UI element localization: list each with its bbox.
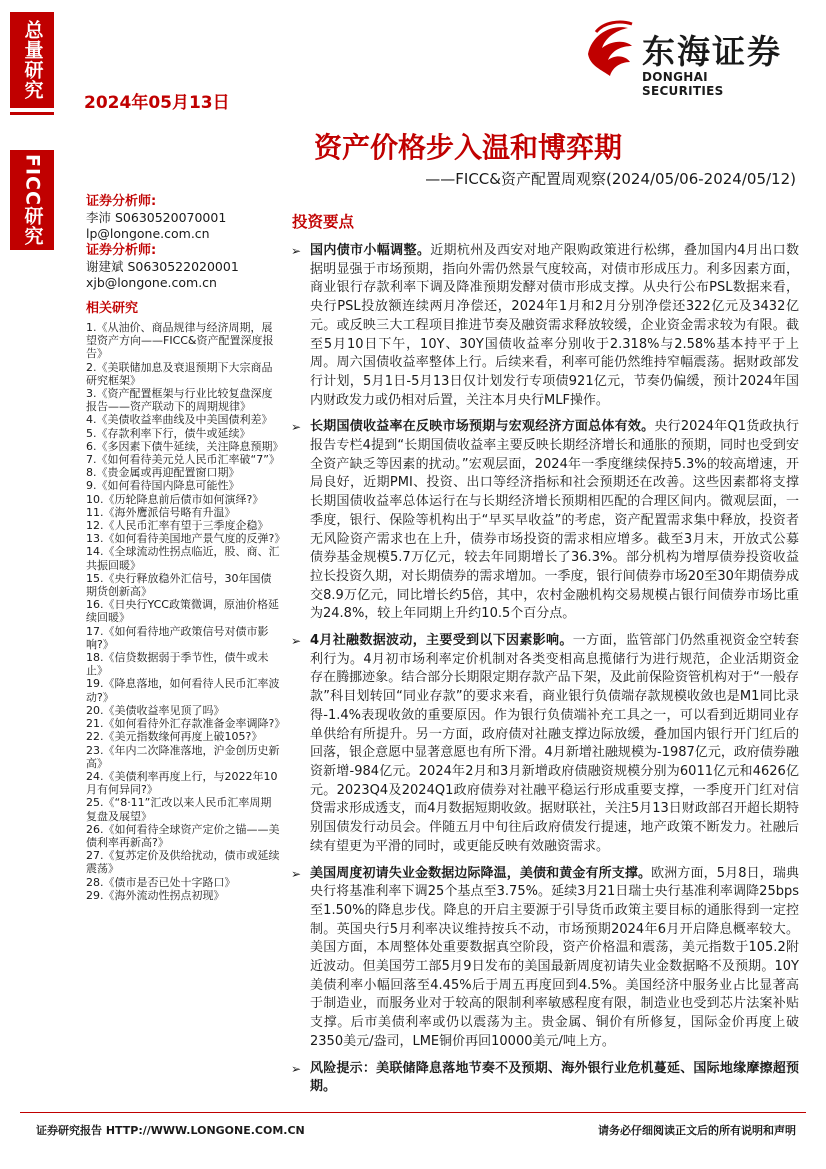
key-point-text: 近期杭州及西安对地产限购政策进行松绑，叠加国内4月出口数据明显强于市场预期，指向外需仍然景气度较高，对债市形成压力。利多因素方面，商业银行存款利率下调及降准预期发酵对债市形成支撑。从央行公布PSL数据来看，央行PSL投放额连续两月净偿还，2024年1月和2月分别净偿还322亿元及3432亿元。或反映三大工程项目推进节奏及融资需求释放较缓，企业资金需求较为有限。截至5月10日下午，10Y、30Y国债收益率分别收于2.318%与2.58%基本持平于上周。周六国债收益率整体上行。后续来看，利率可能仍然维持窄幅震荡。据财政部发行计划，5月1日-5月13日仅计划发行专项债921亿元，节奏仍偏缓，预计2024年国内财政发力或仍相对后置，关注本月央行MLF操作。 (310, 243, 799, 408)
related-research-item[interactable]: 24.《美债利率再度上行，与2022年10月有何异同?》 (86, 769, 278, 797)
key-point-paragraph (289, 418, 799, 624)
logo-emblem-icon (582, 14, 638, 84)
related-research-item[interactable]: 3.《资产配置框架与行业比较复盘深度报告——资产联动下的周期规律》 (86, 387, 273, 414)
key-point-lead: 风险提示：美联储降息落地节奏不及预期、海外银行业危机蔓延、国际地缘摩擦超预期。 (310, 1060, 799, 1095)
related-research-item[interactable]: 16.《日央行YCC政策微调，原油价格延续回暖》 (86, 598, 279, 625)
related-research-item[interactable]: 8.《贵金属或再迎配置窗口期》 (86, 466, 240, 480)
analyst-label: 证券分析师: (86, 194, 157, 209)
arrow-bullet-icon: ➢ (291, 634, 302, 649)
report-subtitle: ——FICC&资产配置周观察(2024/05/06-2024/05/12) (425, 170, 796, 188)
footer-disclaimer: 请务必仔细阅读正文后的所有说明和声明 (598, 1124, 796, 1137)
key-points-body (289, 242, 799, 1105)
related-research-item[interactable]: 1.《从油价、商品规律与经济周期，展望资产方向——FICC&资产配置深度报告》 (86, 321, 274, 361)
logo-text-cn: 东海证券 (642, 32, 782, 71)
key-point-paragraph (289, 242, 799, 410)
related-research-item[interactable]: 2.《美联储加息及衰退预期下大宗商品研究框架》 (86, 360, 273, 387)
related-research-item[interactable]: 10.《历轮降息前后债市如何演绎?》 (86, 492, 264, 506)
key-point-text: 欧洲方面，5月8日，瑞典央行将基准利率下调25个基点至3.75%。延续3月21日瑞士央行基准利率调降25bps至1.50%的降息步伐。降息的开启主要源于引导货币政策主要目标的通胀得到一定控制。英国央行5月利率决议维持按兵不动，市场预期2024年6月开启降息概率较大。美国方面，本周整体处重要数据真空阶段，资产价格温和震荡，美元指数于105.2附近波动。但美国劳工部5月9日发布的美国最新周度初请失业金数据略不及预期。10Y美债利率小幅回落至4.45%后于周五再度回到4.5%。美国经济中服务业占比显著高于制造业，而服务业对于较高的限制利率敏感程度有限，制造业也受到芯片法案补贴支撑。后市美债利率或仍以震荡为主。贵金属、铜价有所修复，国际金价再度上破2350美元/盎司，LME铜价再回10000美元/吨上方。 (310, 865, 799, 1049)
risk-warning (289, 1060, 799, 1097)
related-research-list (86, 321, 286, 902)
related-research-heading: 相关研究 (86, 301, 139, 316)
related-research-item[interactable]: 14.《全球流动性拐点临近，股、商、汇共振回暖》 (86, 545, 280, 572)
analyst-name: 李沛 S0630520070001 (86, 210, 227, 225)
arrow-bullet-icon: ➢ (291, 244, 302, 258)
key-point-lead: 美国周度初请失业金数据边际降温，美债和黄金有所支撑。 (310, 865, 652, 881)
sidebar (86, 194, 286, 902)
key-point-lead: 4月社融数据波动，主要受到以下因素影响。 (310, 633, 573, 649)
arrow-bullet-icon: ➢ (291, 866, 302, 881)
related-research-item[interactable]: 19.《降息落地，如何看待人民币汇率波动?》 (86, 677, 280, 704)
related-research-item[interactable]: 9.《如何看待国内降息可能性》 (86, 479, 240, 493)
research-area-tab: FICC研究 (10, 150, 54, 250)
related-research-item[interactable]: 21.《如何看待外汇存款准备金率调降?》 (86, 717, 286, 731)
related-research-item[interactable]: 4.《美债收益率曲线及中美国债利差》 (86, 413, 273, 427)
key-point-lead: 国内债市小幅调整。 (310, 243, 431, 258)
related-research-item[interactable]: 28.《债市是否已处十字路口》 (86, 875, 236, 889)
related-research-item[interactable]: 23.《年内二次降准落地，沪金创历史新高》 (86, 743, 280, 770)
footer-divider (20, 1112, 806, 1113)
research-type-tab: 总量研究 (10, 12, 54, 108)
analyst-email[interactable]: xjb@longone.com.cn (86, 274, 217, 290)
key-point-text: 央行2024年Q1货政执行报告专栏4提到“长期国债收益率主要反映长期经济增长和通胀的预期，同时也受到安全资产缺乏等因素的扰动。”宏观层面，2024年一季度继续保持5.3%的较高增速，开局良好，近期PMI、投资、出口等经济指标和社会预期还在改善。这些因素都将支撑长期国债收益率总体运行在与长期经济增长预期相匹配的合理区间内。微观层面，一季度，银行、保险等机构出于“早买早收益”的考虑，资产配置需求集中释放，投资者无风险资产需求也在上升，债券市场投资的需求相应增多。截至3月末，开放式公募债券基金规模5.7万亿元，较去年同期增长了36.3%。部分机构为增厚债券投资收益拉长投资久期，对长期债券的需求增加。一季度，银行间债券市场20至30年期债券成交8.9万亿元，同比增长约5倍，其中，农村金融机构交易规模占银行间债券市场比重为24.8%，较上年同期上升约10.5个百分点。 (310, 419, 799, 622)
arrow-bullet-icon: ➢ (291, 420, 302, 435)
logo-text-en: DONGHAI SECURITIES (642, 70, 724, 98)
key-point-paragraph (289, 632, 799, 856)
analyst-label: 证券分析师: (86, 243, 157, 258)
related-research-item[interactable]: 17.《如何看待地产政策信号对债市影响?》 (86, 624, 269, 651)
key-point-lead: 长期国债收益率在反映市场预期与宏观经济方面总体有效。 (310, 419, 655, 435)
related-research-item[interactable]: 26.《如何看待全球资产定价之锚——美债利率再新高?》 (86, 822, 280, 849)
key-points-heading: 投资要点 (292, 213, 355, 231)
arrow-bullet-icon: ➢ (291, 1061, 302, 1076)
tab-divider (10, 112, 54, 115)
analyst-block (86, 194, 282, 241)
report-date: 2024年05月13日 (84, 93, 230, 113)
related-research-item[interactable]: 13.《如何看待美国地产景气度的反弹?》 (86, 532, 286, 546)
related-research-item[interactable]: 22.《美元指数缘何再度上破105?》 (86, 730, 263, 744)
related-research-item[interactable]: 6.《多因素下债牛延续，关注降息预期》 (86, 439, 284, 453)
related-research-item[interactable]: 20.《美债收益率见顶了吗》 (86, 703, 225, 717)
company-logo (582, 14, 792, 98)
related-research-item[interactable]: 15.《央行释放稳外汇信号，30年国债期货创新高》 (86, 571, 272, 599)
related-research-item[interactable]: 18.《信贷数据弱于季节性，债牛或未止》 (86, 651, 269, 678)
key-point-paragraph (289, 865, 799, 1052)
related-research-item[interactable]: 11.《海外鹰派信号略有升温》 (86, 505, 236, 519)
key-point-text: 一方面，监管部门仍然重视资金空转套利行为。4月初市场利率定价机制对各类变相高息揽储行为进行规范，企业活期资金存在腾挪迹象。结合部分长期限定期存款产品下架，及此前保险资管机构对于“一般存款”科目划转回“同业存款”的要求来看，商业银行负债端存款规模收敛也是M1同比录得-1.4%表现收敛的重要原因。作为银行负债端补充工具之一，可以看到近期同业存单供给有所提升。另一方面，政府债对社融支撑边际放缓，叠加国内银行开门红后的回落，银企意愿中显著意愿也有所下滑。4月新增社融规模为-1987亿元，政府债券融资新增-984亿元。2024年2月和3月新增政府债融资规模分别为6011亿元和4626亿元。2023Q4及2024Q1政府债券对社融平稳运行形成重要支撑，一季度开门红对信贷需求形成透支，而4月数据短期收敛。据财联社，关注5月13日财政部召开超长期特别国债发行动员会。伴随五月中旬往后政府债发行提速，地产政策不断发力。社融后续有望更为平滑的同时，或更能反映有效融资需求。 (310, 633, 799, 854)
footer-website[interactable]: 证券研究报告 HTTP://WWW.LONGONE.COM.CN (36, 1124, 305, 1137)
analyst-block (86, 243, 282, 290)
related-research-item[interactable]: 7.《如何看待美元兑人民币汇率破“7”》 (86, 453, 280, 467)
related-research-item[interactable]: 29.《海外流动性拐点初现》 (86, 888, 225, 902)
analyst-name: 谢建斌 S0630522020001 (86, 259, 239, 274)
related-research-item[interactable]: 25.《“8·11”汇改以来人民币汇率周期复盘及展望》 (86, 796, 272, 823)
related-research-item[interactable]: 27.《复苏定价及供给扰动，债市或延续震荡》 (86, 849, 280, 876)
related-research-item[interactable]: 5.《存款利率下行，债牛或延续》 (86, 426, 251, 440)
related-research-item[interactable]: 12.《人民币汇率有望于三季度企稳》 (86, 519, 269, 533)
report-title: 资产价格步入温和博弈期 (313, 131, 622, 164)
analyst-email[interactable]: lp@longone.com.cn (86, 225, 210, 241)
